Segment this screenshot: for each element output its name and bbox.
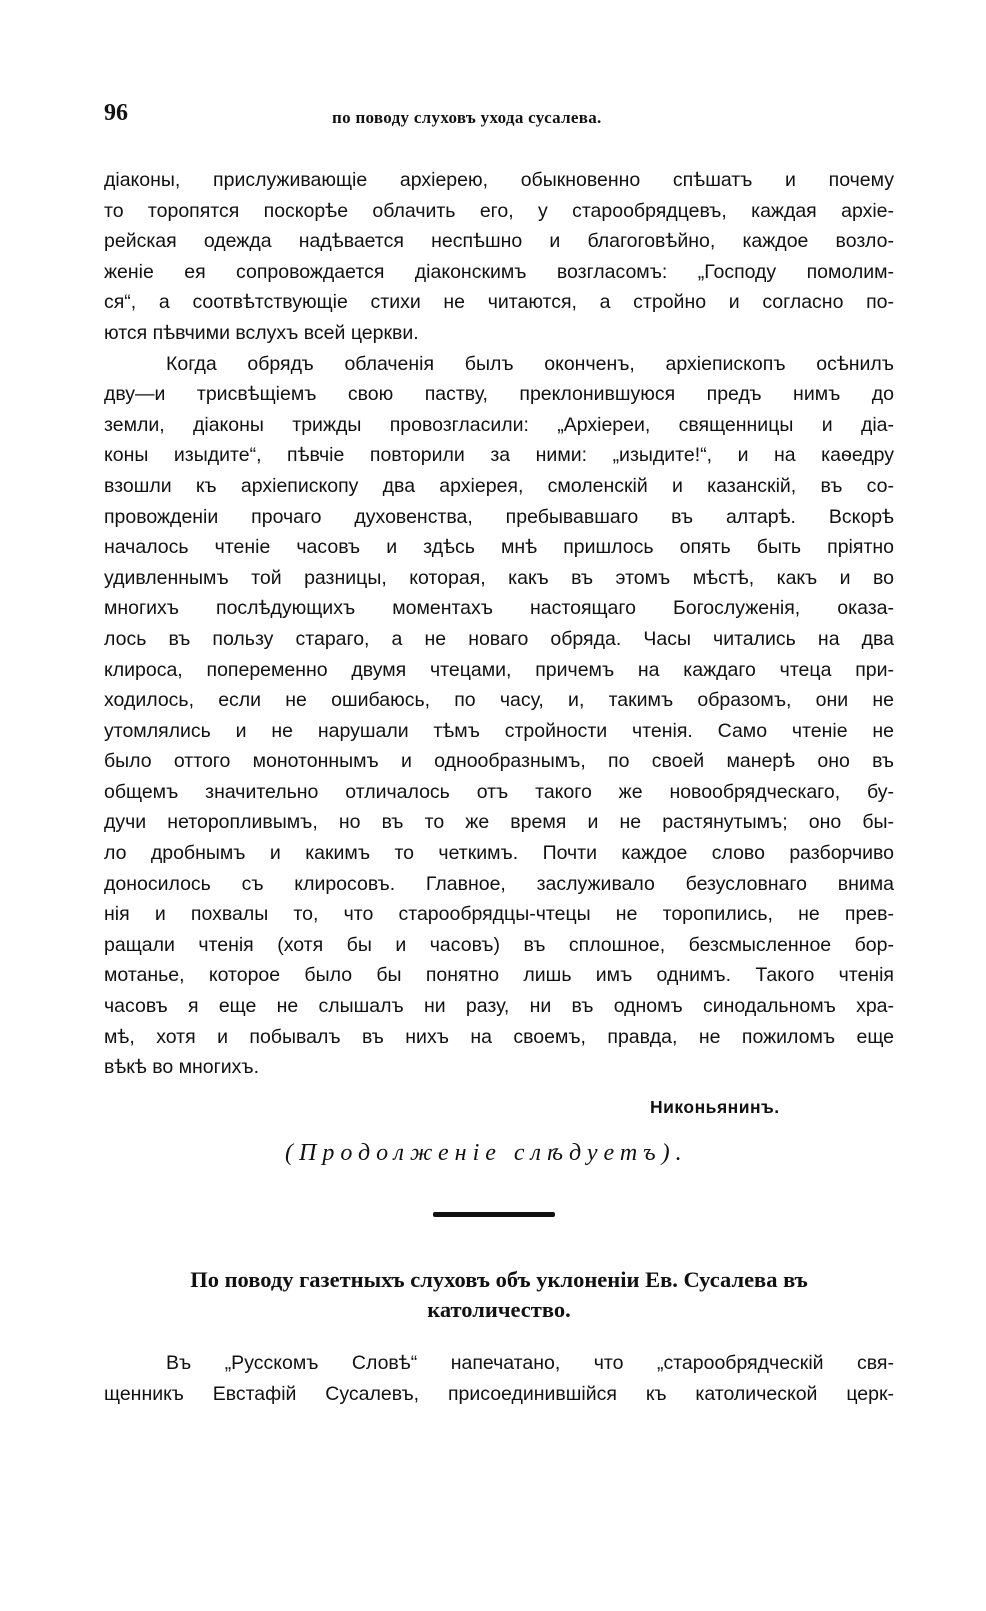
page-header (104, 100, 894, 140)
text-line: земли, діаконы трижды провозгласили: „Архіереи, священницы и діа- (104, 413, 894, 436)
text-line: то торопятся поскорѣе облачить его, у старообрядцевъ, каждая архіе- (104, 199, 894, 222)
text-line: провожденіи прочаго духовенства, пребывавшаго въ алтарѣ. Вскорѣ (104, 505, 894, 528)
text-line: часовъ я еще не слышалъ ни разу, ни въ одномъ синодальномъ хра- (104, 995, 894, 1018)
text-line: вѣкѣ во многихъ. (104, 1056, 259, 1079)
text-line: ращали чтенія (хотя бы и часовъ) въ сплошное, безсмысленное бор- (104, 933, 894, 956)
paragraph-1 (104, 165, 894, 349)
text-line: Когда обрядъ облаченія былъ оконченъ, архіепископъ осѣнилъ (166, 352, 894, 375)
text-line: доносилось съ клиросовъ. Главное, заслуживало безусловнаго внима (104, 872, 894, 895)
text-line: Въ „Русскомъ Словѣ“ напечатано, что „старообрядческій свя- (166, 1352, 894, 1374)
text-line: коны изыдите“, пѣвчіе повторили за ними: „изыдите!“, и на каѳедру (104, 444, 894, 467)
text-line: многихъ послѣдующихъ моментахъ настоящаго Богослуженія, оказа- (104, 597, 894, 620)
article-body (104, 165, 894, 1083)
text-line: женіе ея сопровождается діаконскимъ возгласомъ: „Господу помолим- (104, 260, 894, 283)
text-line: мотанье, которое было бы понятно лишь имъ однимъ. Такого чтенія (104, 964, 894, 987)
continuation-note: (Продолженіе слѣдуетъ). (285, 1140, 688, 1166)
running-title: по поводу слуховъ ухода сусалева. (332, 108, 602, 127)
text-line: дучи неторопливымъ, но въ то же время и не растянутымъ; оно бы- (104, 811, 894, 834)
text-line: діаконы, прислуживающіе архіерею, обыкновенно спѣшатъ и почему (104, 169, 894, 191)
text-line: взошли къ архіепископу два архіерея, смоленскій и казанскій, въ со- (104, 474, 894, 497)
text-line: клироса, попеременно двумя чтецами, причемъ на каждаго чтеца при- (104, 658, 894, 681)
text-line: утомлялись и не нарушали тѣмъ стройности чтенія. Само чтеніе не (104, 719, 894, 742)
text-line: удивленнымъ той разницы, которая, какъ въ этомъ мѣстѣ, какъ и во (104, 566, 894, 589)
text-line: рейская одежда надѣвается неспѣшно и благоговѣйно, каждое возло- (104, 230, 894, 253)
author-signature: Никоньянинъ. (650, 1097, 780, 1117)
text-line: началось чтеніе часовъ и здѣсь мнѣ пришлось опять быть пріятно (104, 536, 894, 559)
page-number: 96 (104, 100, 128, 126)
text-line: ло дробнымъ и какимъ то четкимъ. Почти каждое слово разборчиво (104, 842, 894, 865)
section-title-line: По поводу газетныхъ слуховъ объ уклоненіи Ев. Сусалева въ (190, 1267, 808, 1292)
text-line: ходилось, если не ошибаюсь, по часу, и, такимъ образомъ, они не (104, 689, 894, 712)
paragraph-2 (104, 349, 894, 1083)
section-title (104, 1265, 894, 1325)
section-title-line: католичество. (427, 1297, 571, 1322)
text-line: было оттого монотоннымъ и однообразнымъ, по своей манерѣ оно въ (104, 750, 894, 773)
section-body (104, 1348, 894, 1409)
text-line: лось въ пользу стараго, а не новаго обряда. Часы читались на два (104, 627, 894, 650)
text-line: нія и похвалы то, что старообрядцы-чтецы не торопились, не прев- (104, 903, 894, 926)
text-line: ются пѣвчими вслухъ всей церкви. (104, 321, 419, 344)
text-line: дву—и трисвѣщіемъ свою паству, преклонившуюся предъ нимъ до (104, 383, 894, 406)
text-line: мѣ, хотя и побывалъ въ нихъ на своемъ, правда, не пожиломъ еще (104, 1025, 894, 1048)
text-line: общемъ значительно отличалось отъ такого же новообрядческаго, бу- (104, 780, 894, 803)
section-divider (433, 1212, 555, 1217)
text-line: щенникъ Евстафій Сусалевъ, присоединившійся къ католической церк- (104, 1382, 894, 1405)
text-line: ся“, а соотвѣтствующіе стихи не читаются, а стройно и согласно по- (104, 291, 894, 314)
